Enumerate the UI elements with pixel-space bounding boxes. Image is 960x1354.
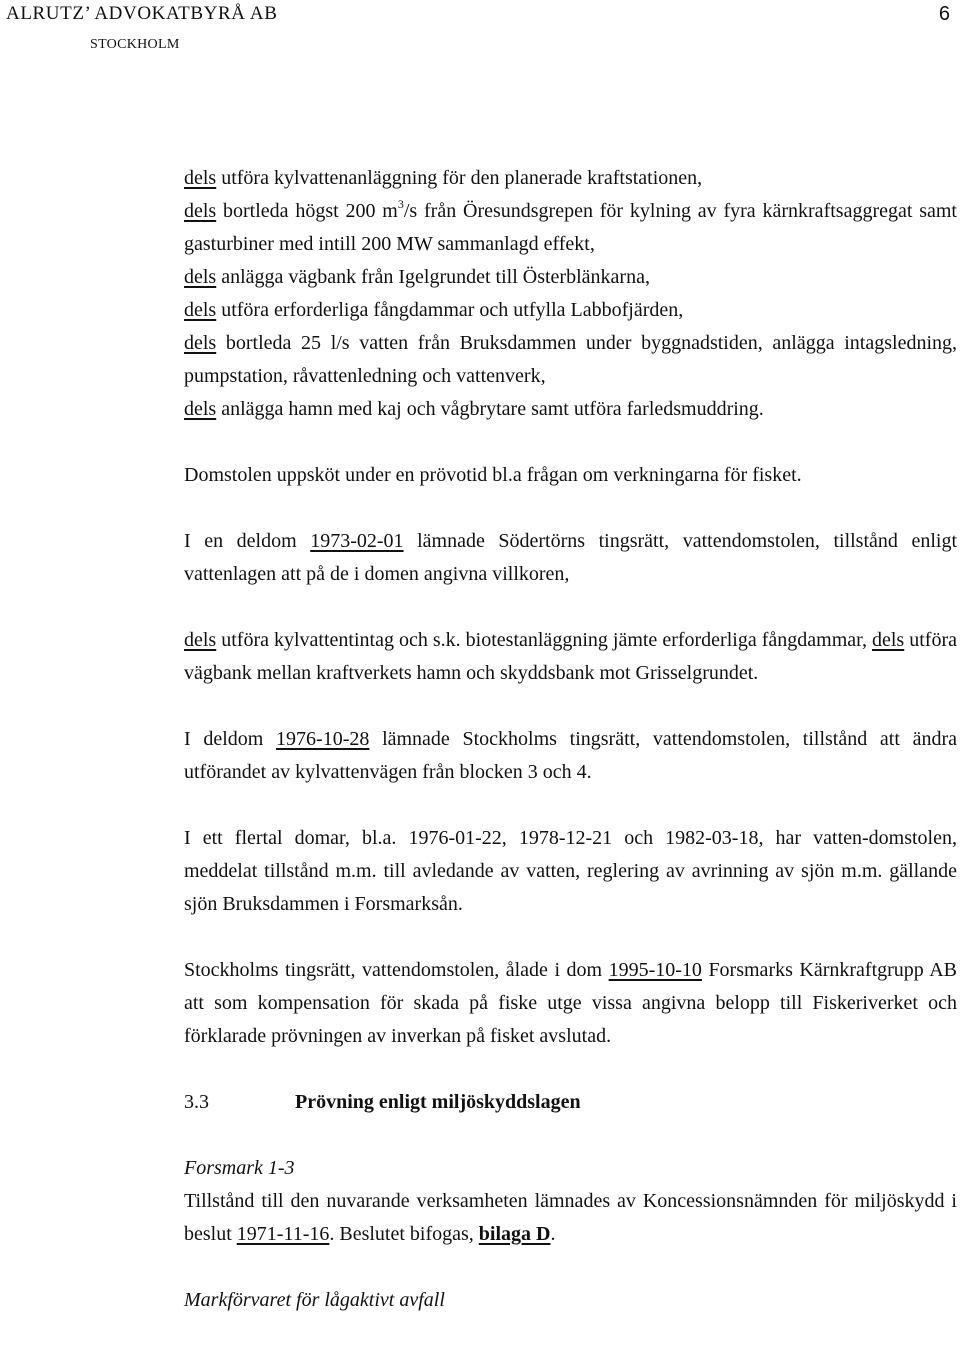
section-title: Prövning enligt miljöskyddslagen bbox=[295, 1091, 581, 1113]
firm-name: ALRUTZ’ ADVOKATBYRÅ AB bbox=[6, 3, 278, 24]
date-link: 1973-02-01 bbox=[310, 530, 404, 552]
date-link: 1976-10-28 bbox=[276, 728, 370, 750]
list-item: dels utföra erforderliga fångdammar och utfylla Labbofjärden, bbox=[184, 299, 684, 321]
paragraph-deldom-1976: I deldom 1976-10-28 lämnade Stockholms tingsrätt, vattendomstolen, tillstånd att ändra utförandet av kylvattenvägen från blocken 3 och 4. bbox=[184, 728, 958, 783]
paragraph-deldom-1973: I en deldom 1973-02-01 lämnade Södertörns tingsrätt, vattendomstolen, tillstånd enligt vattenlagen att på de i domen angivna villkoren, bbox=[184, 530, 958, 585]
list-item: dels bortleda högst 200 $m^3/s$ från Öresundsgrepen för kylning av fyra kärnkraftsaggregat samt gasturbiner med intill 200 MW sammanlagd effekt, bbox=[184, 197, 957, 255]
document-body bbox=[184, 162, 957, 1317]
date-link: 1971-11-16 bbox=[236, 1223, 330, 1245]
subheading-forsmark: Forsmark 1-3 bbox=[184, 1157, 295, 1179]
list-item: dels anlägga hamn med kaj och vågbrytare samt utföra farledsmuddring. bbox=[184, 398, 764, 420]
section-number: 3.3 bbox=[184, 1091, 209, 1113]
subheading-markforvaret: Markförvaret för lågaktivt avfall bbox=[184, 1289, 445, 1311]
section-heading bbox=[184, 1086, 957, 1119]
attachment-reference: bilaga D bbox=[478, 1223, 551, 1245]
paragraph-dom-1995: Stockholms tingsrätt, vattendomstolen, ålade i dom 1995-10-10 Forsmarks Kärnkraftgrupp AB att som kompensation för skada på fiske utge vissa angivna belopp till Fiskeriverket och förklarade prövningen av inverkan på fisket avslutad. bbox=[184, 959, 957, 1047]
paragraph-dels-kylvattenintag: dels utföra kylvattentintag och s.k. biotestanläggning jämte erforderliga fångdammar, dels utföra vägbank mellan kraftverkets hamn och skyddsbank mot Grisselgrundet. bbox=[184, 629, 957, 684]
firm-city: STOCKHOLM bbox=[90, 37, 180, 52]
list-item: dels anlägga vägbank från Igelgrundet till Österblänkarna, bbox=[184, 266, 650, 288]
date-link: 1995-10-10 bbox=[608, 959, 702, 981]
list-item: dels utföra kylvattenanläggning för den planerade kraftstationen, bbox=[184, 167, 703, 189]
paragraph-flertal-domar: I ett flertal domar, bl.a. 1976-01-22, 1978-12-21 och 1982-03-18, har vatten-domstolen, meddelat tillstånd m.m. till avledande av vatten, reglering av avrinning av sjön m.m. gällande sjön Bruksdammen i Forsmarksån. bbox=[184, 827, 957, 915]
paragraph-tillstand: Tillstånd till den nuvarande verksamheten lämnades av Koncessionsnämnden för miljöskydd i beslut 1971-11-16. Beslutet bifogas, bilaga D. bbox=[184, 1190, 957, 1245]
paragraph-domstolen: Domstolen uppsköt under en prövotid bl.a frågan om verkningarna för fisket. bbox=[184, 464, 802, 486]
list-item: dels bortleda 25 l/s vatten från Bruksdammen under byggnadstiden, anlägga intagsledning, pumpstation, råvattenledning och vattenverk, bbox=[184, 332, 957, 387]
page-number: 6 bbox=[938, 3, 950, 25]
